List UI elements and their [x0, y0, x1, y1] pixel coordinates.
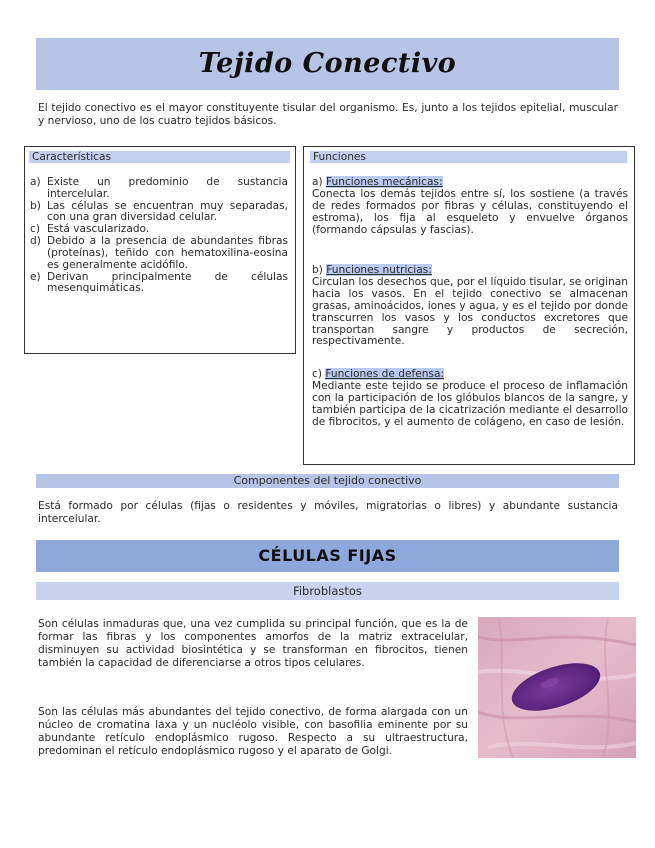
title-banner [36, 38, 619, 90]
functions-heading: Funciones [310, 151, 627, 163]
page-title: Tejido Conectivo [198, 48, 457, 79]
list-item: e) Derivan principalmente de células mesenquimáticas. [30, 270, 288, 295]
function-label: Funciones nutricias: [326, 264, 432, 276]
list-item: d) Debido a la presencia de abundantes fibras (proteínas), teñido con hematoxilina-eosina es generalmente acidófilo. [30, 235, 288, 271]
fibroblasts-paragraph-2: Son las células más abundantes del tejido conectivo, de forma alargada con un núcleo de cromatina laxa y un nucléolo visible, con basofilia eminente por su abundante retículo endoplásmico rugoso. Respecto a su ultraestructura, predominan el retículo endoplásmico rugoso y el aparato de Golgi. [38, 706, 468, 757]
characteristics-box [24, 146, 296, 354]
list-item: c) Está vascularizado. [30, 223, 150, 236]
components-heading: Componentes del tejido conectivo [233, 474, 422, 487]
fibroblast-micrograph-image [478, 617, 636, 758]
intro-paragraph: El tejido conectivo es el mayor constituyente tisular del organismo. Es, junto a los tejidos epitelial, muscular y nervioso, uno de los cuatro tejidos básicos. [38, 102, 618, 127]
function-text: Circulan los desechos que, por el líquido tisular, se originan hacia los vasos. En el tejido conectivo se almacenan grasas, aminoácidos, iones y agua, y es el tejido por donde transcurren los vasos y los conductos excretores que transportan sangre y productos de secreción, respectivamente. [312, 275, 628, 348]
function-label: Funciones de defensa: [325, 368, 445, 380]
function-item-defense: c) Funciones de defensa: Mediante este tejido se produce el proceso de inflamación con la participación de los glóbulos blancos de la sangre, y también participa de la cicatrización mediante el desarrollo de fibrocitos, y el aumento de colágeno, en caso de lesión. [312, 368, 628, 428]
fibroblasts-heading-bar [36, 582, 619, 600]
components-heading-bar [36, 474, 619, 488]
function-text: Conecta los demás tejidos entre sí, los sostiene (a través de redes formados por fibras y células, constituyendo el estroma), los fija al esqueleto y envuelve órganos (formando cápsulas y fascias). [312, 187, 628, 236]
components-paragraph: Está formado por células (fijas o residentes y móviles, migratorias o libres) y abundante sustancia intercelular. [38, 500, 618, 525]
function-text: Mediante este tejido se produce el proceso de inflamación con la participación de los glóbulos blancos de la sangre, y también participa de la cicatrización mediante el desarrollo de fibrocitos, y el aumento de colágeno, en caso de lesión. [312, 379, 628, 428]
function-item-nutritive: b) Funciones nutricias: Circulan los desechos que, por el líquido tisular, se originan hacia los vasos. En el tejido conectivo se almacenan grasas, aminoácidos, iones y agua, y es el tejido por donde transcurren los vasos y los conductos excretores que transportan sangre y productos de secreción, respectivamente. [312, 264, 628, 348]
list-item: a) Existe un predominio de sustancia intercelular. [30, 176, 288, 200]
list-item: b) Las células se encuentran muy separadas, con una gran diversidad celular. [30, 199, 288, 224]
functions-box [303, 146, 635, 465]
fixed-cells-banner [36, 540, 619, 572]
characteristics-list [29, 177, 288, 295]
fibroblasts-heading: Fibroblastos [293, 584, 362, 598]
fixed-cells-heading: CÉLULAS FIJAS [258, 546, 397, 565]
function-label: Funciones mecánicas: [326, 176, 443, 188]
fibroblasts-paragraph-1: Son células inmaduras que, una vez cumplida su principal función, que es la de formar las fibras y los componentes amorfos de la matriz extracelular, disminuyen su actividad biosintética y se transforman en fibrocitos, tienen también la capacidad de diferenciarse a otros tipos celulares. [38, 618, 468, 669]
function-item-mechanical: a) Funciones mecánicas: Conecta los demás tejidos entre sí, los sostiene (a través de redes formados por fibras y células, constituyendo el estroma), los fija al esqueleto y envuelve órganos (formando cápsulas y fascias). [312, 176, 628, 236]
characteristics-heading: Características [29, 151, 290, 163]
